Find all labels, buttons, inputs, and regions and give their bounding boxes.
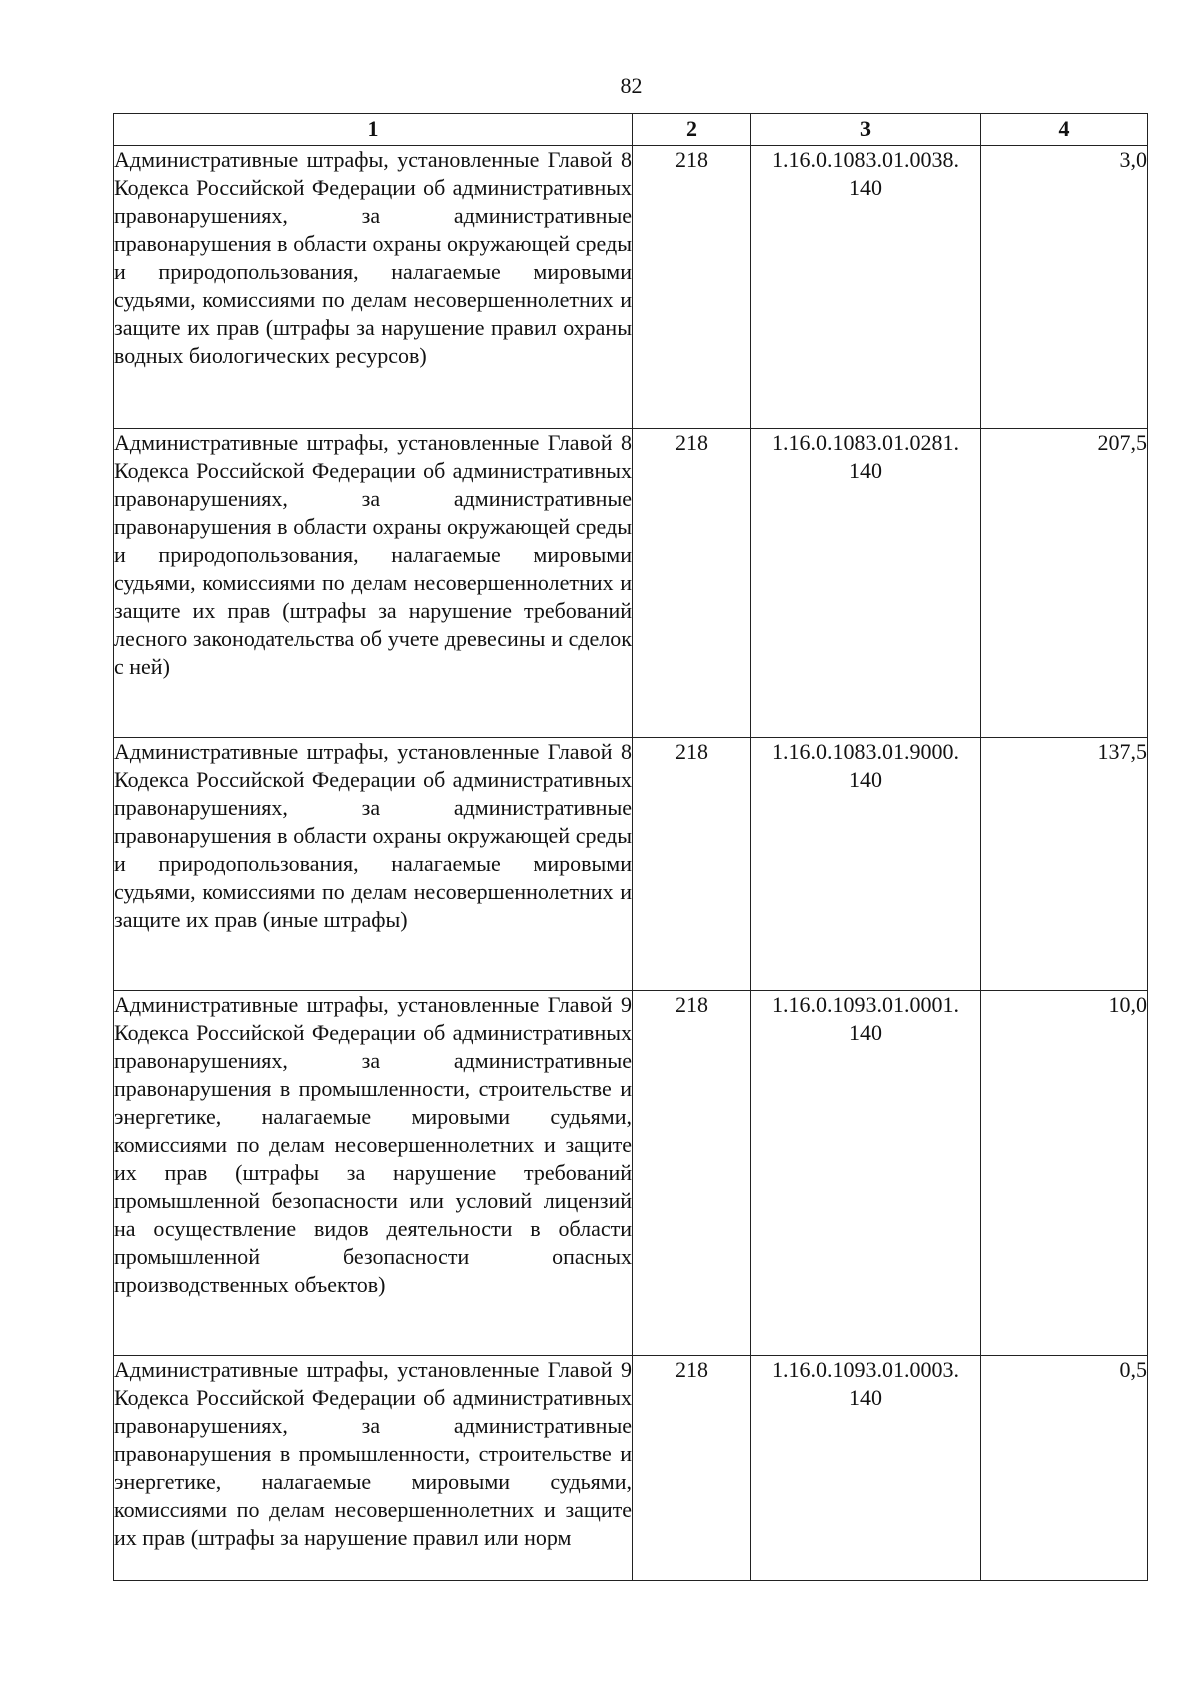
kbk-code-line1: 1.16.0.1083.01.9000. — [772, 739, 959, 764]
row-admin-code: 218 — [633, 1356, 751, 1581]
row-description: Административные штрафы, установленные Главой 8 Кодекса Российской Федерации об административных правонарушениях, за административные правонарушения в области охраны окружающей среды и природопользования, налагаемые мировыми судьями, комиссиями по делам несовершеннолетних и защите их прав (штрафы за нарушение правил охраны водных биологических ресурсов) — [114, 146, 633, 429]
row-admin-code: 218 — [633, 146, 751, 429]
kbk-code-line1: 1.16.0.1093.01.0001. — [772, 992, 959, 1017]
table-row — [114, 146, 1148, 429]
row-amount: 3,0 — [981, 146, 1148, 429]
kbk-code-line1: 1.16.0.1083.01.0281. — [772, 430, 959, 455]
row-description: Административные штрафы, установленные Главой 9 Кодекса Российской Федерации об административных правонарушениях, за административные правонарушения в промышленности, строительстве и энергетике, налагаемые мировыми судьями, комиссиями по делам несовершеннолетних и защите их прав (штрафы за нарушение правил или норм — [114, 1356, 633, 1581]
table-header-row — [114, 114, 1148, 146]
table-row — [114, 1356, 1148, 1581]
row-description: Административные штрафы, установленные Главой 9 Кодекса Российской Федерации об административных правонарушениях, за административные правонарушения в промышленности, строительстве и энергетике, налагаемые мировыми судьями, комиссиями по делам несовершеннолетних и защите их прав (штрафы за нарушение требований промышленной безопасности или условий лицензий на осуществление видов деятельности в области промышленной безопасности опасных производственных объектов) — [114, 991, 633, 1356]
row-amount: 207,5 — [981, 429, 1148, 738]
kbk-code-line2: 140 — [849, 1385, 882, 1410]
row-amount: 0,5 — [981, 1356, 1148, 1581]
table-row — [114, 991, 1148, 1356]
row-amount: 137,5 — [981, 738, 1148, 991]
kbk-code-line2: 140 — [849, 1020, 882, 1045]
page-number: 82 — [620, 73, 643, 98]
column-header-4: 4 — [981, 114, 1148, 146]
row-admin-code: 218 — [633, 991, 751, 1356]
kbk-code-line2: 140 — [849, 458, 882, 483]
table-row — [114, 738, 1148, 991]
row-admin-code: 218 — [633, 429, 751, 738]
row-description: Административные штрафы, установленные Главой 8 Кодекса Российской Федерации об административных правонарушениях, за административные правонарушения в области охраны окружающей среды и природопользования, налагаемые мировыми судьями, комиссиями по делам несовершеннолетних и защите их прав (штрафы за нарушение требований лесного законодательства об учете древесины и сделок с ней) — [114, 429, 633, 738]
kbk-code-line2: 140 — [849, 175, 882, 200]
column-header-1: 1 — [114, 114, 633, 146]
row-amount: 10,0 — [981, 991, 1148, 1356]
kbk-code-line1: 1.16.0.1083.01.0038. — [772, 147, 959, 172]
row-description: Административные штрафы, установленные Главой 8 Кодекса Российской Федерации об административных правонарушениях, за административные правонарушения в области охраны окружающей среды и природопользования, налагаемые мировыми судьями, комиссиями по делам несовершеннолетних и защите их прав (иные штрафы) — [114, 738, 633, 991]
row-kbk-code — [751, 991, 981, 1356]
row-kbk-code — [751, 1356, 981, 1581]
kbk-code-line1: 1.16.0.1093.01.0003. — [772, 1357, 959, 1382]
column-header-2: 2 — [633, 114, 751, 146]
kbk-code-line2: 140 — [849, 767, 882, 792]
row-admin-code: 218 — [633, 738, 751, 991]
row-kbk-code — [751, 146, 981, 429]
row-kbk-code — [751, 429, 981, 738]
row-kbk-code — [751, 738, 981, 991]
revenue-table — [113, 113, 1148, 1581]
column-header-3: 3 — [751, 114, 981, 146]
table-row — [114, 429, 1148, 738]
